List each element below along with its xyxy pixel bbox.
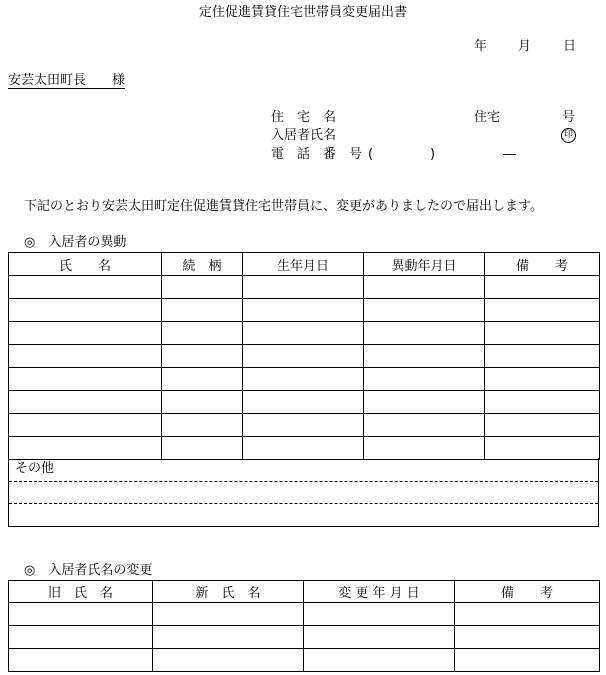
name-cell[interactable] xyxy=(9,391,162,414)
table-row xyxy=(9,603,600,626)
table-row xyxy=(9,649,600,672)
birthdate-cell[interactable] xyxy=(243,368,364,391)
move-date-cell[interactable] xyxy=(364,391,485,414)
table-row xyxy=(9,626,600,649)
birthdate-cell[interactable] xyxy=(243,276,364,299)
dashed-line xyxy=(9,503,598,504)
date-month: 月 xyxy=(518,39,532,54)
housing-name-label: 住 宅 名 xyxy=(271,110,337,125)
table-row xyxy=(9,299,600,322)
old-name-cell[interactable] xyxy=(9,626,153,649)
seal-mark: 印 xyxy=(561,128,576,143)
col-name: 氏 名 xyxy=(9,253,162,276)
move-date-cell[interactable] xyxy=(364,276,485,299)
other-label: その他 xyxy=(15,461,55,476)
name-cell[interactable] xyxy=(9,345,162,368)
col-change-date: 変 更 年 月 日 xyxy=(304,581,455,603)
name-cell[interactable] xyxy=(9,322,162,345)
col-relationship: 続 柄 xyxy=(162,253,243,276)
date-day: 日 xyxy=(563,39,577,54)
relationship-cell[interactable] xyxy=(162,299,243,322)
move-date-cell[interactable] xyxy=(364,414,485,437)
table-row xyxy=(9,437,600,460)
remarks-cell[interactable] xyxy=(485,345,600,368)
house-label: 住宅 xyxy=(474,110,501,125)
name-cell[interactable] xyxy=(9,368,162,391)
relationship-cell[interactable] xyxy=(162,391,243,414)
change-date-cell[interactable] xyxy=(304,649,455,672)
move-date-cell[interactable] xyxy=(364,299,485,322)
move-date-cell[interactable] xyxy=(364,322,485,345)
table-row xyxy=(9,276,600,299)
col-move-date: 異動年月日 xyxy=(364,253,485,276)
relationship-cell[interactable] xyxy=(162,368,243,391)
section1-heading: ◎ 入居者の異動 xyxy=(24,235,127,250)
movement-table-header xyxy=(9,253,600,276)
table-row xyxy=(9,368,600,391)
date-year: 年 xyxy=(474,39,488,54)
phone-close-paren: ) xyxy=(430,147,436,162)
new-name-cell[interactable] xyxy=(153,649,304,672)
tenant-name-label: 入居者氏名 xyxy=(271,128,337,143)
dashed-line xyxy=(9,481,598,482)
birthdate-cell[interactable] xyxy=(243,345,364,368)
new-name-cell[interactable] xyxy=(153,603,304,626)
name-cell[interactable] xyxy=(9,437,162,460)
birthdate-cell[interactable] xyxy=(243,299,364,322)
name-cell[interactable] xyxy=(9,276,162,299)
move-date-cell[interactable] xyxy=(364,437,485,460)
statement-text: 下記のとおり安芸太田町定住促進賃貸住宅世帯員に、変更がありましたので届出します。 xyxy=(24,199,543,214)
name-change-table xyxy=(8,580,600,672)
change-date-cell[interactable] xyxy=(304,603,455,626)
movement-table xyxy=(8,252,600,460)
other-box[interactable] xyxy=(8,458,599,527)
table-row xyxy=(9,391,600,414)
relationship-cell[interactable] xyxy=(162,414,243,437)
col-old-name: 旧 氏 名 xyxy=(9,581,153,603)
birthdate-cell[interactable] xyxy=(243,322,364,345)
table-row xyxy=(9,345,600,368)
old-name-cell[interactable] xyxy=(9,649,153,672)
remarks-cell[interactable] xyxy=(455,603,600,626)
birthdate-cell[interactable] xyxy=(243,414,364,437)
remarks-cell[interactable] xyxy=(455,626,600,649)
col-remarks: 備 考 xyxy=(455,581,600,603)
col-new-name: 新 氏 名 xyxy=(153,581,304,603)
remarks-cell[interactable] xyxy=(485,414,600,437)
phone-dash: ― xyxy=(503,147,516,162)
birthdate-cell[interactable] xyxy=(243,391,364,414)
col-birthdate: 生年月日 xyxy=(243,253,364,276)
change-date-cell[interactable] xyxy=(304,626,455,649)
name-change-table-header xyxy=(9,581,600,603)
move-date-cell[interactable] xyxy=(364,345,485,368)
remarks-cell[interactable] xyxy=(485,299,600,322)
phone-open-paren: ( xyxy=(368,147,374,162)
remarks-cell[interactable] xyxy=(485,391,600,414)
remarks-cell[interactable] xyxy=(485,276,600,299)
table-row xyxy=(9,322,600,345)
name-cell[interactable] xyxy=(9,414,162,437)
phone-label: 電 話 番 号 xyxy=(271,147,363,162)
relationship-cell[interactable] xyxy=(162,345,243,368)
old-name-cell[interactable] xyxy=(9,603,153,626)
remarks-cell[interactable] xyxy=(485,322,600,345)
relationship-cell[interactable] xyxy=(162,276,243,299)
number-label: 号 xyxy=(562,110,576,125)
table-row xyxy=(9,414,600,437)
col-remarks: 備 考 xyxy=(485,253,600,276)
new-name-cell[interactable] xyxy=(153,626,304,649)
remarks-cell[interactable] xyxy=(455,649,600,672)
relationship-cell[interactable] xyxy=(162,437,243,460)
recipient: 安芸太田町長 様 xyxy=(8,73,126,88)
birthdate-cell[interactable] xyxy=(243,437,364,460)
document-title: 定住促進賃貸住宅世帯員変更届出書 xyxy=(198,5,407,20)
move-date-cell[interactable] xyxy=(364,368,485,391)
section2-heading: ◎ 入居者氏名の変更 xyxy=(24,563,153,578)
remarks-cell[interactable] xyxy=(485,368,600,391)
remarks-cell[interactable] xyxy=(485,437,600,460)
name-cell[interactable] xyxy=(9,299,162,322)
relationship-cell[interactable] xyxy=(162,322,243,345)
